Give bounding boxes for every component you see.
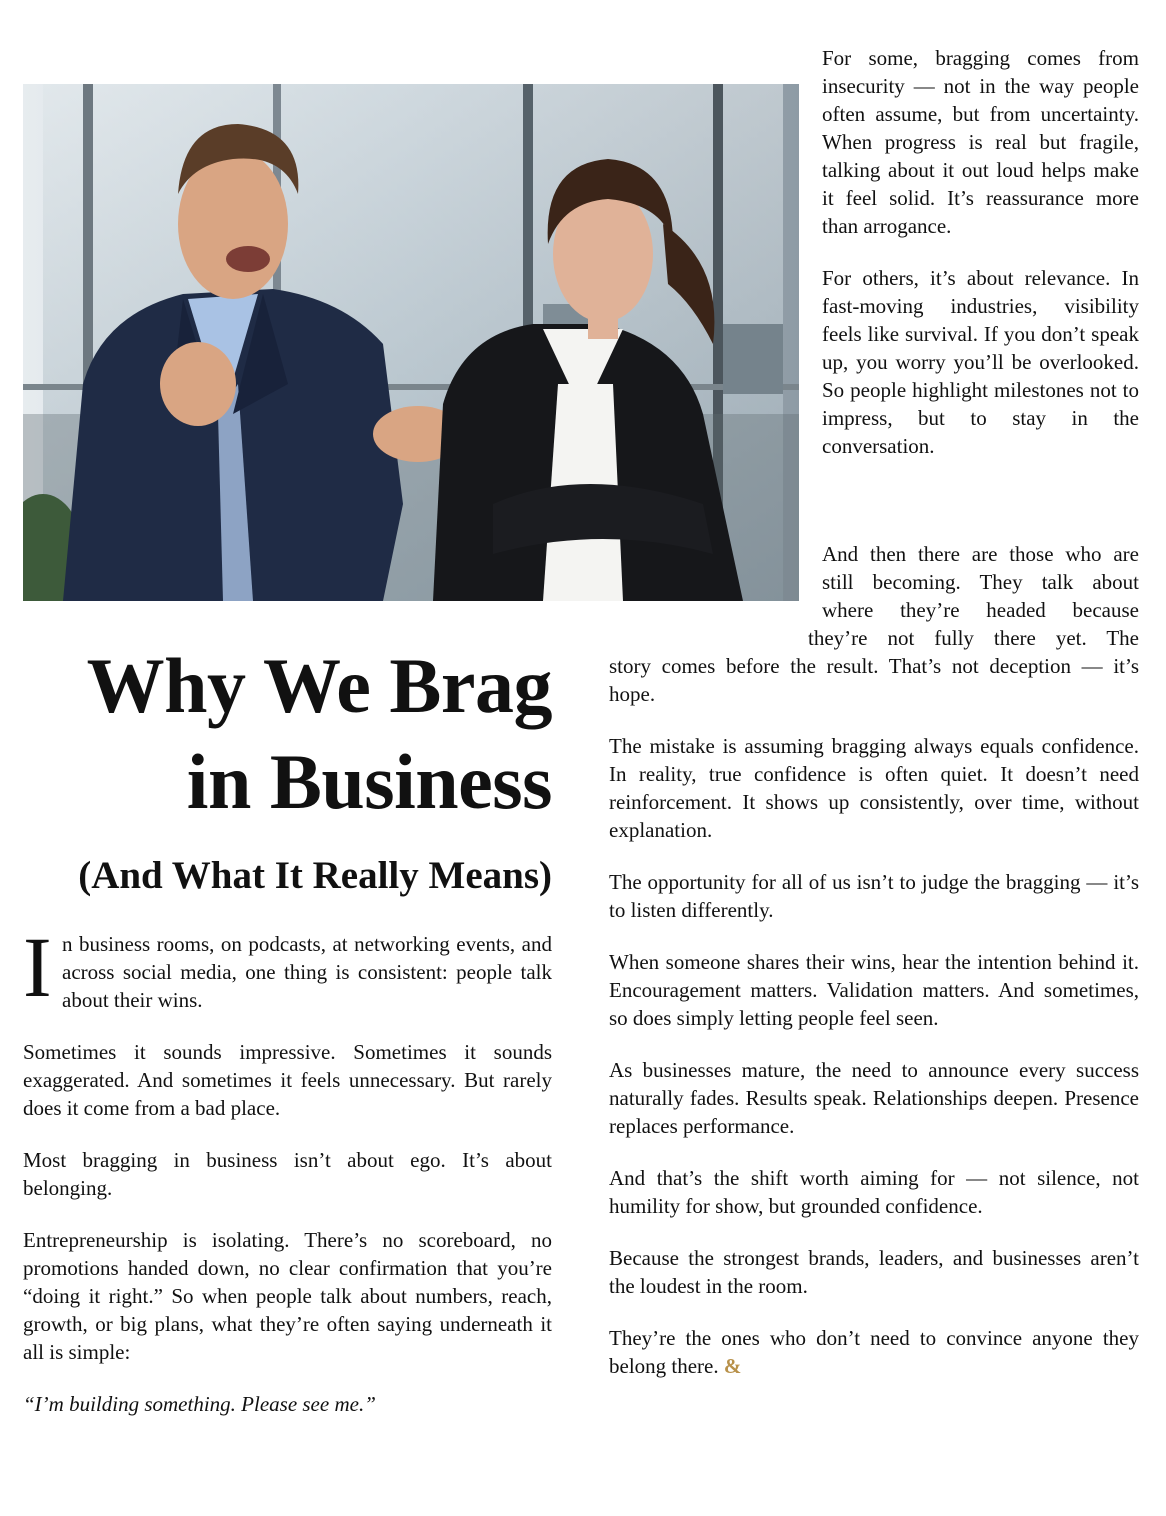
- paragraph-strongest: Because the strongest brands, leaders, and businesses aren’t the loudest in the room.: [609, 1246, 1139, 1298]
- left-column-body: [23, 1038, 552, 1418]
- pull-quote: “I’m building something. Please see me.”: [23, 1392, 376, 1416]
- article-subtitle: (And What It Really Means): [78, 854, 552, 897]
- paragraph-final: [609, 1324, 1139, 1380]
- article-title: [30, 638, 552, 830]
- paragraph-mature: As businesses mature, the need to announce every success naturally fades. Results speak. Relationships deepen. Presence replaces performance.: [609, 1058, 1139, 1138]
- paragraph-shift: And that’s the shift worth aiming for — not silence, not humility for show, but grounded confidence.: [609, 1166, 1139, 1218]
- becoming-line: And then there are those who are: [822, 542, 1139, 566]
- becoming-line: where they’re headed because: [822, 598, 1139, 622]
- paragraph-isolating: Entrepreneurship is isolating. There’s no scoreboard, no promotions handed down, no clear confirmation that you’re “doing it right.” So when people talk about numbers, reach, growth, or big plans, what they’re often saying underneath it all is simple:: [23, 1228, 552, 1364]
- paragraph-hope: story comes before the result. That’s not deception — it’s hope.: [609, 654, 1139, 706]
- intro-paragraph: n business rooms, on podcasts, at networking events, and across social media, one thing is consistent: people talk about their wins.: [62, 932, 552, 1012]
- title-line-2: in Business: [186, 738, 552, 825]
- paragraph-intention: When someone shares their wins, hear the intention behind it. Encouragement matters. Validation matters. And sometimes, so does simply letting people feel seen.: [609, 950, 1139, 1030]
- becoming-line: they’re not fully there yet. The: [808, 626, 1139, 650]
- paragraph-belonging: Most bragging in business isn’t about ego. It’s about belonging.: [23, 1148, 552, 1200]
- paragraph-insecurity: For some, bragging comes from insecurity — not in the way people often assume, but from uncertainty. When progress is real but fragile, talking about it out loud helps make it feel solid. It’s reassurance more than arrogance.: [822, 46, 1139, 238]
- article-photo: [23, 84, 799, 601]
- drop-cap: I: [23, 919, 52, 1015]
- paragraph-mistake: The mistake is assuming bragging always equals confidence. In reality, true confidence is often quiet. It doesn’t need reinforcement. It shows up consistently, over time, without explanation.: [609, 734, 1139, 842]
- paragraph-impressive: Sometimes it sounds impressive. Sometimes it sounds exaggerated. And sometimes it feels unnecessary. But rarely does it come from a bad place.: [23, 1040, 552, 1120]
- final-text: They’re the ones who don’t need to convince anyone they belong there.: [609, 1326, 1139, 1378]
- title-line-1: Why We Brag: [86, 642, 552, 729]
- office-conversation-photo-icon: [23, 84, 799, 601]
- end-mark: &: [723, 1354, 742, 1378]
- right-column-top: [822, 44, 1139, 460]
- paragraph-relevance: For others, it’s about relevance. In fast-moving industries, visibility feels like survival. If you don’t speak up, you worry you’ll be overlooked. So people highlight milestones not to impress, but to stay in the conversation.: [822, 266, 1139, 458]
- paragraph-opportunity: The opportunity for all of us isn’t to judge the bragging — it’s to listen differently.: [609, 870, 1139, 922]
- right-column-lower: [609, 652, 1139, 1380]
- becoming-line: still becoming. They talk about: [822, 570, 1139, 594]
